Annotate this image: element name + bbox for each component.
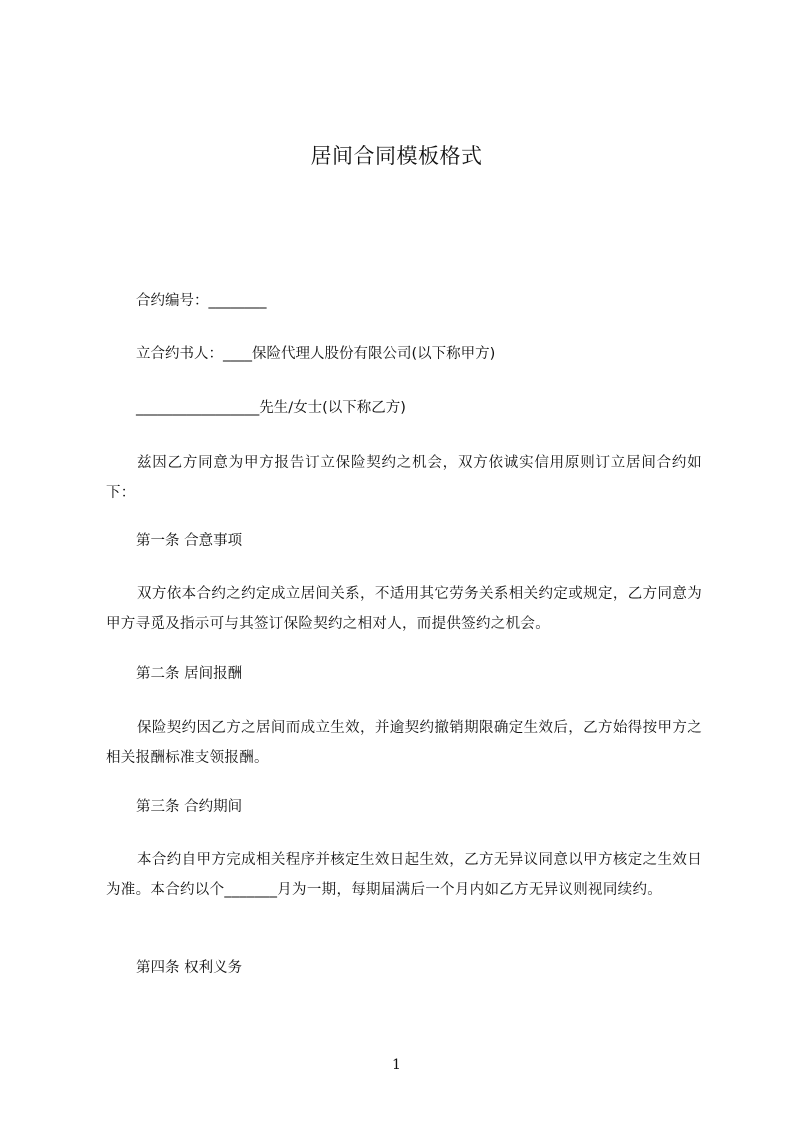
party-a-line: 立合约书人：____保险代理人股份有限公司(以下称甲方) <box>136 346 496 362</box>
article-4-heading: 第四条 权利义务 <box>136 960 243 976</box>
article-3-heading: 第三条 合约期间 <box>136 799 243 815</box>
article-2-paragraph: 保险契约因乙方之居间而成立生效，并逾契约撤销期限确定生效后，乙方始得按甲方之相关报酬标准支领报酬。 <box>106 720 702 766</box>
article-1-heading: 第一条 合意事项 <box>136 533 243 549</box>
article-3-paragraph: 本合约自甲方完成相关程序并核定生效日起生效，乙方无异议同意以甲方核定之生效日为准。本合约以个_______月为一期，每期届满后一个月内如乙方无异议则视同续约。 <box>106 852 702 898</box>
party-b-line: _________________先生/女士(以下称乙方) <box>136 400 406 416</box>
page-number: 1 <box>392 1057 401 1073</box>
preamble-paragraph: 兹因乙方同意为甲方报告订立保险契约之机会，双方依诚实信用原则订立居间合约如下： <box>106 455 702 501</box>
article-2-heading: 第二条 居间报酬 <box>136 666 243 682</box>
document-title: 居间合同模板格式 <box>310 144 483 168</box>
article-1-paragraph: 双方依本合约之约定成立居间关系，不适用其它劳务关系相关约定或规定，乙方同意为甲方寻觅及指示可与其签订保险契约之相对人，而提供签约之机会。 <box>106 586 702 632</box>
contract-number-line: 合约编号：________ <box>136 293 267 309</box>
